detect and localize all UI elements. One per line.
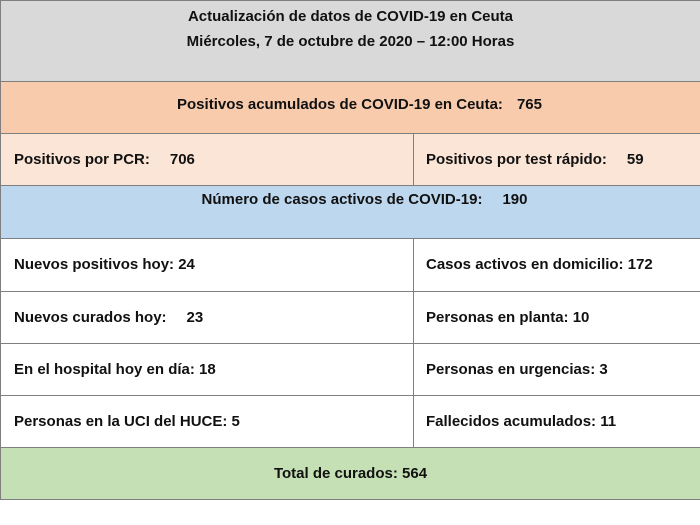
total-row (1, 447, 700, 499)
emergency-patients-cell: Personas en urgencias: 3 (414, 343, 700, 395)
breakdown-row (1, 134, 700, 186)
accumulated-value: 765 (516, 96, 542, 114)
stats-row (1, 395, 700, 447)
icu-patients-cell: Personas en la UCI del HUCE: 5 (1, 395, 414, 447)
pcr-label: Positivos por PCR: (14, 151, 150, 169)
active-cases-cell (1, 186, 700, 239)
header-row (1, 1, 700, 82)
report-date: Miércoles, 7 de octubre de 2020 – 12:00 Horas (186, 33, 515, 50)
pcr-cell (1, 134, 414, 186)
active-row (1, 186, 700, 239)
active-cases-value: 190 (502, 191, 528, 209)
new-positives-cell: Nuevos positivos hoy: 24 (1, 239, 414, 291)
report-title: Actualización de datos de COVID-19 en Ceuta (187, 8, 514, 25)
home-active-cases-cell: Casos activos en domicilio: 172 (414, 239, 700, 291)
active-cases-label: Número de casos activos de COVID-19: (201, 191, 483, 209)
accumulated-line (1, 82, 700, 113)
new-recovered-label: Nuevos curados hoy: (14, 308, 167, 326)
new-recovered-cell (1, 291, 414, 343)
rapid-test-label: Positivos por test rápido: (426, 151, 607, 169)
stats-row (1, 343, 700, 395)
pcr-value: 706 (169, 151, 195, 169)
active-cases-line (1, 186, 700, 208)
rapid-test-value: 59 (626, 151, 644, 169)
stats-row (1, 239, 700, 291)
accumulated-cell (1, 82, 700, 134)
header-cell (1, 1, 700, 82)
ward-patients-cell: Personas en planta: 10 (414, 291, 700, 343)
hospital-today-cell: En el hospital hoy en día: 18 (1, 343, 414, 395)
total-recovered-cell: Total de curados: 564 (1, 447, 700, 499)
accumulated-row (1, 82, 700, 134)
stats-row (1, 291, 700, 343)
deaths-cumulative-cell: Fallecidos acumulados: 11 (414, 395, 700, 447)
new-recovered-value: 23 (186, 308, 204, 326)
accumulated-label: Positivos acumulados de COVID-19 en Ceuta: (177, 96, 503, 114)
rapid-test-cell (414, 134, 700, 186)
